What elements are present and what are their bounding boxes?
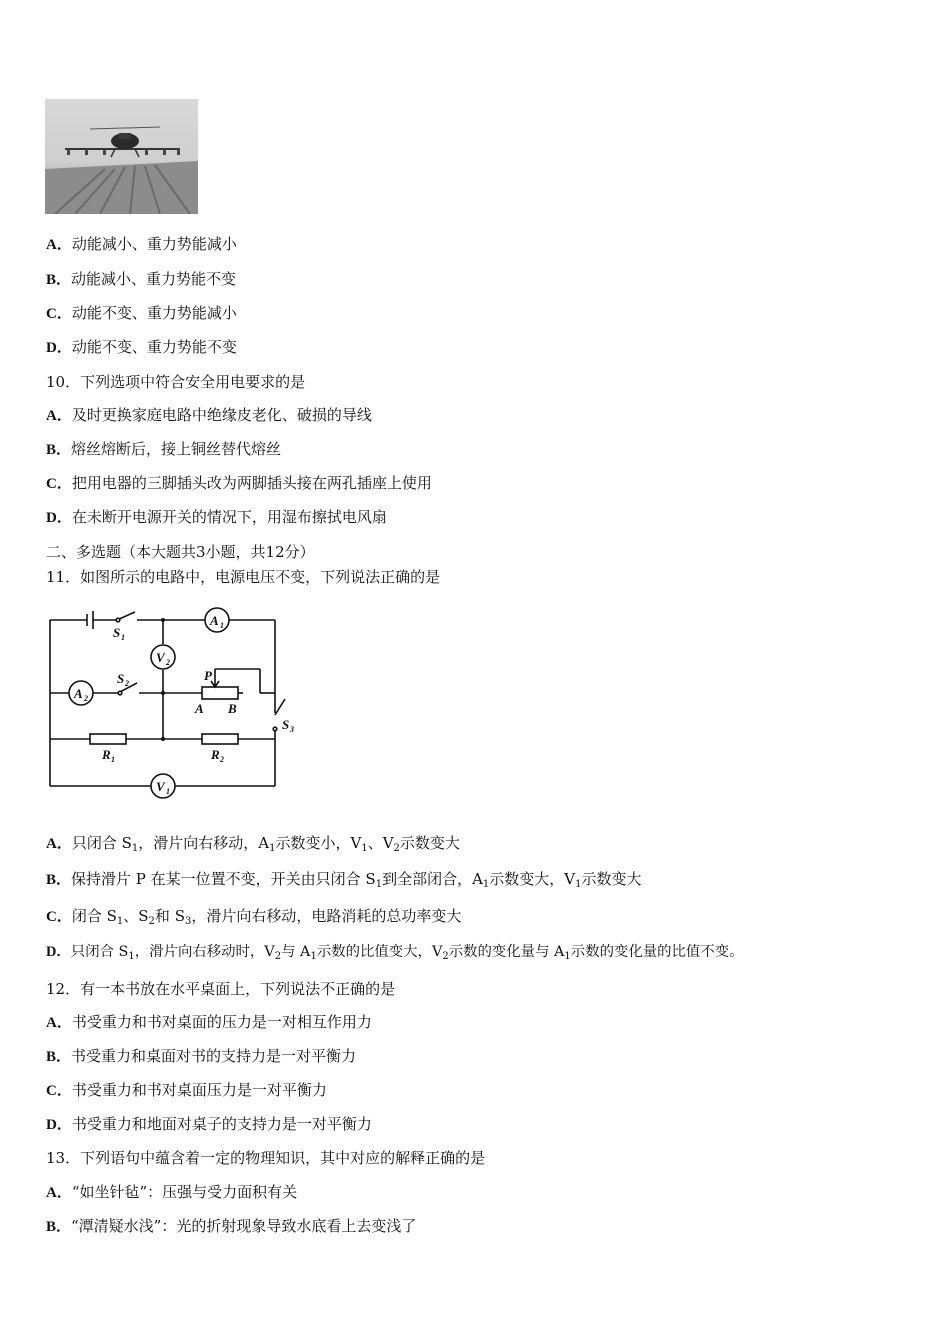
q12-option-a: A．书受重力和书对桌面的压力是一对相互作用力 [46,1013,372,1031]
q12-stem: 12．有一本书放在水平桌面上，下列说法不正确的是 [46,980,396,998]
q10-stem: 10．下列选项中符合安全用电要求的是 [46,373,306,391]
svg-text:1: 1 [111,755,115,764]
svg-text:B: B [228,701,237,716]
q9-option-a: A．动能减小、重力势能减小 [46,235,237,253]
svg-text:A: A [195,701,204,716]
svg-text:2: 2 [125,679,129,688]
q12-option-c: C．书受重力和书对桌面压力是一对平衡力 [46,1081,327,1099]
svg-text:S: S [113,625,121,640]
q9-option-d: D．动能不变、重力势能不变 [46,338,237,356]
q10-option-b: B．熔丝熔断后，接上铜丝替代熔丝 [46,440,282,458]
section-header-multi-choice: 二、多选题（本大题共3小题，共12分） [46,543,315,561]
svg-text:3: 3 [290,725,294,734]
q11-option-a: A．只闭合 $S_1$，滑片向右移动，$A_1$示数变小，$V_1$、$V_2$示数变大 [46,834,460,854]
q11-option-b: B．保持滑片 P 在某一位置不变，开关由只闭合 $S_1$到全部闭合，$A_1$示数变大，$V_1$示数变大 [46,870,642,890]
drone-photo [45,99,198,214]
q11-stem: 11．如图所示的电路中，电源电压不变，下列说法正确的是 [46,568,441,586]
svg-text:A: A [74,686,83,701]
svg-text:2: 2 [220,755,224,764]
svg-text:V: V [156,650,165,665]
q9-option-c: C．动能不变、重力势能减小 [46,304,237,322]
q13-stem: 13．下列语句中蕴含着一定的物理知识，其中对应的解释正确的是 [46,1149,486,1167]
q12-option-b: B．书受重力和桌面对书的支持力是一对平衡力 [46,1047,357,1065]
svg-text:R: R [211,747,220,762]
svg-text:1: 1 [166,787,170,796]
svg-text:1: 1 [121,633,125,642]
svg-text:V: V [156,779,165,794]
svg-text:2: 2 [84,694,88,703]
q10-option-c: C．把用电器的三脚插头改为两脚插头接在两孔插座上使用 [46,474,432,492]
circuit-diagram [45,601,305,801]
svg-text:S: S [117,671,125,686]
svg-text:A: A [210,613,219,628]
svg-text:P: P [204,668,212,683]
q9-option-b: B．动能减小、重力势能不变 [46,270,237,288]
q11-option-d: D．只闭合 $S_1$，滑片向右移动时，$V_2$与 $A_1$示数的比值变大，$V_2$示数的变化量与 $A_1$示数的变化量的比值不变。 [46,944,744,962]
q13-option-b: B．“潭清疑水浅”：光的折射现象导致水底看上去变浅了 [46,1217,417,1235]
svg-text:2: 2 [166,658,170,667]
svg-text:1: 1 [220,621,224,630]
q13-option-a: A．“如坐针毡”：压强与受力面积有关 [46,1183,298,1201]
q10-option-a: A．及时更换家庭电路中绝缘皮老化、破损的导线 [46,406,372,424]
svg-text:R: R [102,747,111,762]
q12-option-d: D．书受重力和地面对桌子的支持力是一对平衡力 [46,1115,372,1133]
q11-option-c: C．闭合 $S_1$、$S_2$和 $S_3$，滑片向右移动，电路消耗的总功率变大 [46,907,462,927]
svg-text:S: S [282,717,290,732]
q10-option-d: D．在未断开电源开关的情况下，用湿布擦拭电风扇 [46,508,387,526]
